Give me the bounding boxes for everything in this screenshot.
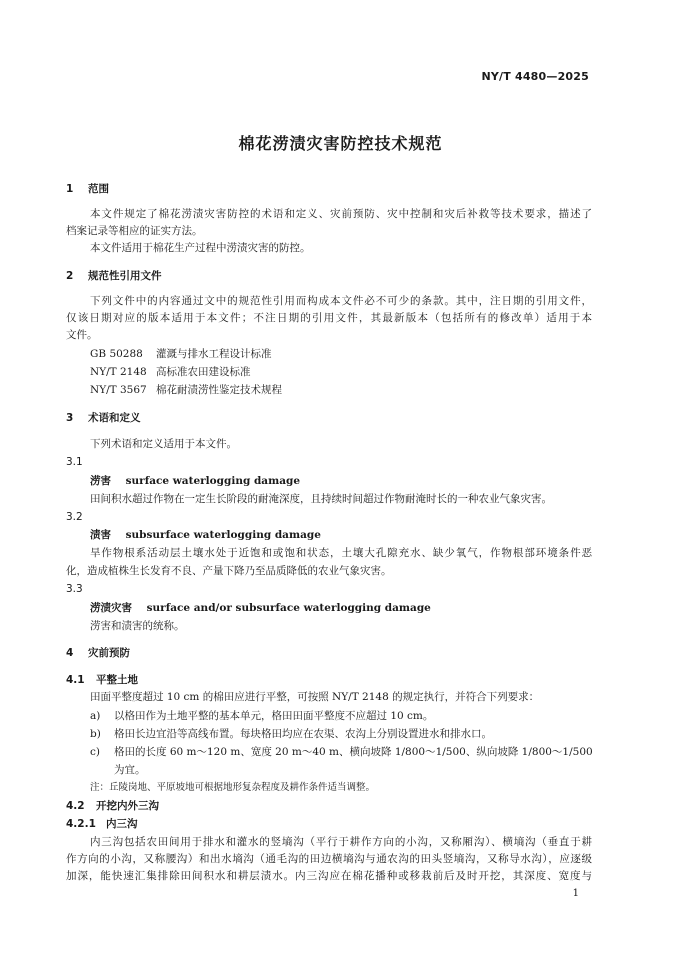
subsection-heading-4-2: 4.2 开挖内外三沟 [66,800,159,812]
paragraph: 作方向的小沟，又称腰沟）和出水墒沟（通毛沟的田边横墒沟与通农沟的田头竖墒沟，又称导水沟），应逐级 [66,853,592,865]
page-number: 1 [572,888,579,899]
term-definition: 涝害和渍害的统称。 [90,620,185,632]
term-title: 渍害 subsurface waterlogging damage [90,529,321,541]
paragraph: 下列文件中的内容通过文中的规范性引用而构成本文件必不可少的条款。其中，注日期的引用文件， [90,295,592,307]
standard-code: NY/T 4480—2025 [481,70,589,83]
section-heading-2: 2 规范性引用文件 [66,270,162,282]
term-number: 3.2 [66,511,83,523]
list-item: b) 格田长边宜沿等高线布置。每块格田均应在农渠、农沟上分别设置进水和排水口。 [90,728,492,740]
term-definition: 田间积水超过作物在一定生长阶段的耐淹深度，且持续时间超过作物耐淹时长的一种农业气象灾害。 [90,493,552,505]
section-heading-4: 4 灾前预防 [66,647,130,659]
note: 注：丘陵岗地、平原坡地可根据地形复杂程度及耕作条件适当调整。 [90,782,376,793]
subsection-heading-4-2-1: 4.2.1 内三沟 [66,818,138,830]
list-item-continuation: 为宜。 [114,764,146,776]
reference-item: NY/T 2148 高标准农田建设标准 [90,366,251,378]
reference-item: GB 50288 灌溉与排水工程设计标准 [90,348,272,360]
paragraph: 本文件规定了棉花涝渍灾害防控的术语和定义、灾前预防、灾中控制和灾后补救等技术要求，描述了 [90,208,592,220]
paragraph: 下列术语和定义适用于本文件。 [90,438,237,450]
paragraph: 田面平整度超过 10 cm 的棉田应进行平整，可按照 NY/T 2148 的规定执行，并符合下列要求： [90,691,540,703]
reference-item: NY/T 3567 棉花耐渍涝性鉴定技术规程 [90,384,282,396]
term-title: 涝害 surface waterlogging damage [90,475,301,487]
term-title: 涝渍灾害 surface and/or subsurface waterlogging damage [90,602,431,614]
list-item: a) 以格田作为土地平整的基本单元，格田田面平整度不应超过 10 cm。 [90,710,434,722]
term-number: 3.1 [66,456,83,468]
section-heading-3: 3 术语和定义 [66,412,141,424]
paragraph: 仅该日期对应的版本适用于本文件；不注日期的引用文件，其最新版本（包括所有的修改单）适用于本 [66,312,592,324]
paragraph: 档案记录等相应的证实方法。 [66,225,203,237]
paragraph: 加深，能快速汇集排除田间积水和耕层渍水。内三沟应在棉花播种或移栽前后及时开挖，其深度、宽度与 [66,870,592,882]
paragraph: 内三沟包括农田间用于排水和灌水的竖墒沟（平行于耕作方向的小沟，又称厢沟）、横墒沟（垂直于耕 [90,836,592,848]
term-number: 3.3 [66,583,83,595]
list-item: c) 格田的长度 60 m～120 m、宽度 20 m～40 m、横向坡降 1/800～1/500、纵向坡降 1/800～1/500 [90,746,593,758]
section-heading-1: 1 范围 [66,183,109,195]
paragraph: 文件。 [66,329,98,341]
subsection-heading-4-1: 4.1 平整土地 [66,674,138,686]
term-definition: 旱作物根系活动层土壤水处于近饱和或饱和状态，土壤大孔隙充水、缺少氧气，作物根部环境条件恶 [90,547,592,559]
paragraph: 本文件适用于棉花生产过程中涝渍灾害的防控。 [90,242,311,254]
term-definition: 化，造成植株生长发育不良、产量下降乃至品质降低的农业气象灾害。 [66,565,392,577]
page-title: 棉花涝渍灾害防控技术规范 [238,134,443,153]
